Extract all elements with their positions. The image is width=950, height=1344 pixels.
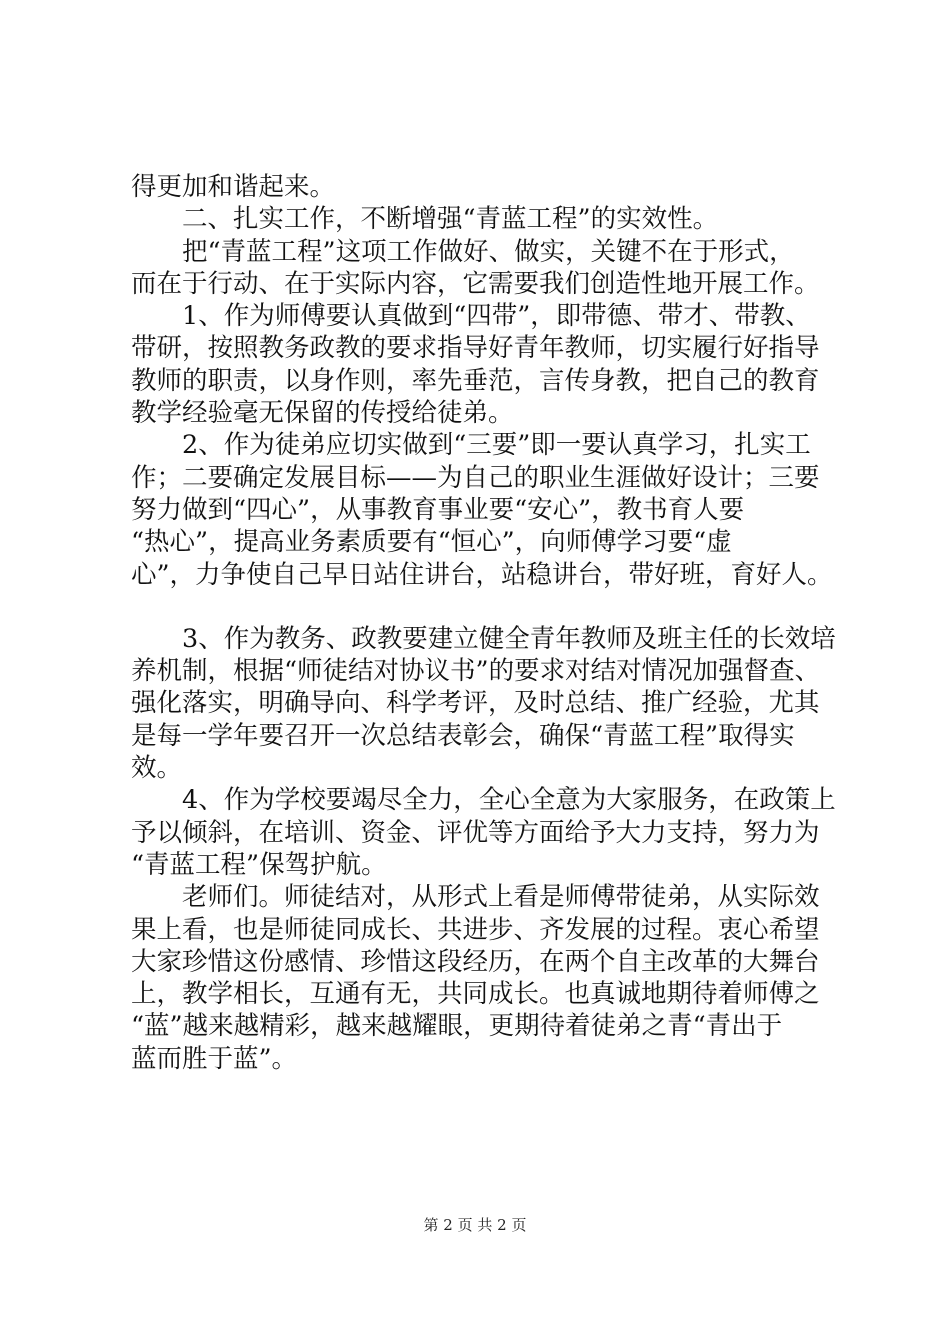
- page-number-footer: 第 2 页 共 2 页: [423, 1216, 527, 1234]
- text-line: “蓝”越来越精彩，越来越耀眼，更期待着徒弟之青“青出于: [131, 1011, 783, 1042]
- text-line: 得更加和谐起来。: [131, 172, 336, 202]
- text-line: 果上看，也是师徒同成长、共进步、齐发展的过程。衷心希望: [131, 914, 820, 945]
- text-line: 把“青蓝工程”这项工作做好、做实，关键不在于形式，: [131, 236, 795, 267]
- text-line: 带研，按照教务政教的要求指导好青年教师，切实履行好指导: [131, 333, 820, 364]
- text-line: 是每一学年要召开一次总结表彰会，确保“青蓝工程”取得实: [131, 720, 795, 751]
- paragraph-gap: [131, 591, 831, 623]
- text-line: 心”，力争使自己早日站住讲台，站稳讲台，带好班，育好人。: [131, 559, 833, 590]
- text-line: 上，教学相长，互通有无，共同成长。也真诚地期待着师傅之: [131, 979, 820, 1010]
- text-line: “青蓝工程”保驾护航。: [131, 849, 387, 880]
- text-line: 蓝而胜于蓝”。: [131, 1043, 298, 1074]
- text-line: 大家珍惜这份感情、珍惜这段经历，在两个自主改革的大舞台: [131, 946, 820, 977]
- text-line: 努力做到“四心”，从事教育事业要“安心”，教书育人要: [131, 494, 745, 525]
- text-line: 予以倾斜，在培训、资金、评优等方面给予大力支持，努力为: [131, 817, 820, 848]
- text-line: 教学经验毫无保留的传授给徒弟。: [131, 398, 514, 429]
- text-line: 教师的职责，以身作则，率先垂范，言传身教，把自己的教育: [131, 365, 820, 396]
- text-line: “热心”，提高业务素质要有“恒心”，向师傅学习要“虚: [131, 527, 732, 558]
- text-line: 老师们。师徒结对，从形式上看是师傅带徒弟，从实际效: [131, 882, 820, 913]
- text-line: 而在于行动、在于实际内容，它需要我们创造性地开展工作。: [131, 268, 820, 299]
- text-line: 作；二要确定发展目标——为自己的职业生涯做好设计；三要: [131, 462, 820, 493]
- document-body: [131, 171, 836, 1075]
- text-line: 效。: [131, 753, 183, 784]
- text-line: 强化落实，明确导向、科学考评，及时总结、推广经验，尤其: [131, 688, 820, 719]
- text-line: 1、作为师傅要认真做到“四带”，即带德、带才、带教、: [131, 301, 811, 332]
- text-line: 养机制，根据“师徒结对协议书”的要求对结对情况加强督查、: [131, 656, 821, 687]
- text-line: 4、作为学校要竭尽全力，全心全意为大家服务，在政策上: [131, 785, 836, 816]
- section-heading: 二、扎实工作，不断增强“青蓝工程”的实效性。: [131, 204, 719, 235]
- text-line: 3、作为教务、政教要建立健全青年教师及班主任的长效培: [131, 623, 836, 654]
- text-line: 2、作为徒弟应切实做到“三要”即一要认真学习，扎实工: [131, 430, 811, 461]
